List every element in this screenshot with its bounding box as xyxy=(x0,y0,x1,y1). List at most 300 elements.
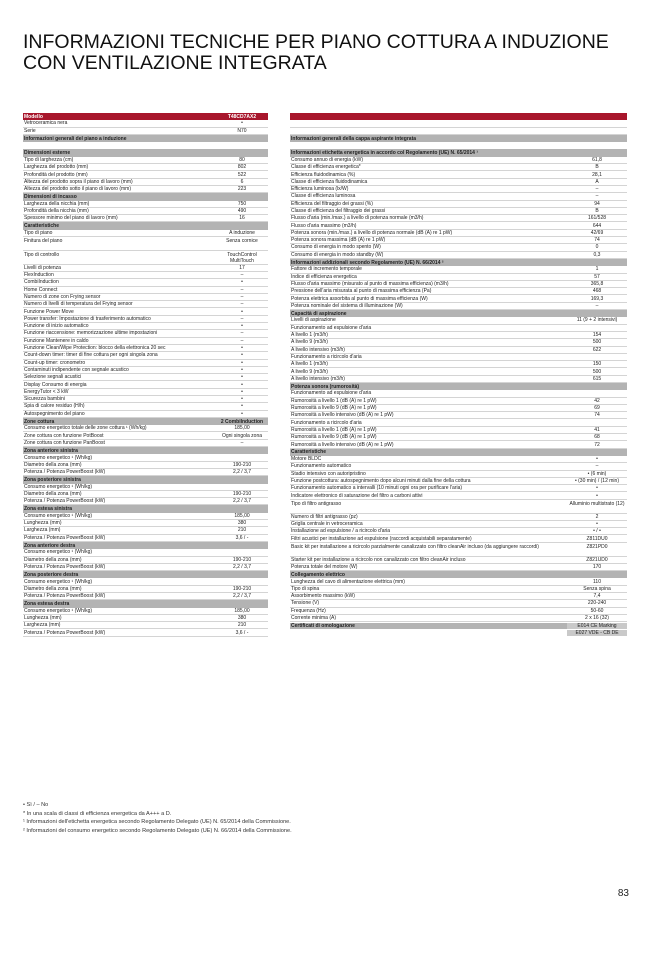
spec-row xyxy=(23,615,268,622)
spec-value: 0,3 xyxy=(593,251,601,258)
spec-row xyxy=(23,396,268,403)
spec-label: Funzione Clean/Wipe Protection: blocco della elettronica 20 sec xyxy=(24,345,166,352)
spec-label: Profondità del prodotto (mm) xyxy=(24,171,88,178)
spec-label: Contaminuti indipendente con segnale acustico xyxy=(24,366,129,373)
spec-row xyxy=(23,120,268,127)
spec-label: Zona anteriore destra xyxy=(24,542,76,549)
spec-row xyxy=(23,535,268,542)
spec-row xyxy=(23,403,268,410)
spec-label: Consumo energetico ¹ (Wh/kg) xyxy=(24,512,93,519)
spec-label: Potenza / Potenza PowerBoost (kW) xyxy=(24,469,106,476)
spec-row xyxy=(290,339,627,346)
spec-value: 2,2 / 3,7 xyxy=(232,563,252,570)
spec-label: Serie xyxy=(24,127,36,134)
spec-row xyxy=(23,629,268,636)
spec-row xyxy=(290,193,627,200)
spec-label: Vetroceramica nera xyxy=(24,120,68,127)
spec-row xyxy=(23,513,268,520)
title-line-2: CON VENTILAZIONE INTEGRATA xyxy=(23,52,327,74)
spec-row xyxy=(290,600,627,607)
spec-row xyxy=(23,272,268,279)
spec-row xyxy=(23,527,268,534)
spec-label: Corrente minima (A) xyxy=(291,615,337,622)
spec-value: 490 xyxy=(237,208,247,214)
spec-row xyxy=(23,374,268,381)
spec-value: Z821PD0 xyxy=(586,543,608,550)
spec-value: – xyxy=(595,463,599,470)
spec-label: Zone cottura con funzione PotBoost xyxy=(24,432,104,439)
spec-label: Capacità di aspirazione xyxy=(291,310,347,317)
spec-label: A livello 1 (m3/h) xyxy=(291,361,328,368)
spec-row xyxy=(290,557,627,564)
spec-row xyxy=(23,432,268,439)
spec-label: Altezza del prodotto sotto il piano di lavoro (mm) xyxy=(24,186,131,193)
spec-value: Z821UD0 xyxy=(586,556,608,563)
spec-row xyxy=(23,323,268,330)
spec-value: 615 xyxy=(592,375,602,382)
spec-row xyxy=(23,265,268,272)
spec-row xyxy=(290,405,627,412)
spec-row xyxy=(23,279,268,286)
spec-row xyxy=(23,186,268,193)
spec-value: • / • xyxy=(593,528,601,535)
spec-label: A livello intensivo (m3/h) xyxy=(291,346,345,353)
spec-label: Zona anteriore sinistra xyxy=(24,447,78,454)
spec-value: • xyxy=(241,381,243,388)
footnote: ² Informazioni del consumo energetico secondo Regolamento Delegato (UE) N. 66/2014 della Commissione. xyxy=(23,827,292,834)
spec-row xyxy=(23,251,268,265)
spec-row xyxy=(290,179,627,186)
spec-label: Tensione (V) xyxy=(291,600,320,607)
page-title xyxy=(23,32,609,74)
spec-row xyxy=(23,469,268,476)
spec-value: 42/69 xyxy=(590,229,604,236)
spec-value: 644 xyxy=(592,222,602,229)
spec-label: Potenza / Potenza PowerBoost (kW) xyxy=(24,534,106,541)
spec-label: Assorbimento massimo (kW) xyxy=(291,593,355,600)
spec-row xyxy=(23,367,268,374)
spec-label: Classe di efficienza energetica* xyxy=(291,164,361,171)
spec-label: Efficienza fluidodinamica (%) xyxy=(291,171,356,178)
spec-row xyxy=(23,586,268,593)
section-header-row xyxy=(23,571,268,578)
spec-row xyxy=(23,360,268,367)
spec-label: Classe di efficienza fluidodinamica xyxy=(291,178,368,185)
section-header-row xyxy=(23,222,268,229)
spec-label: Profondità della nicchia (mm) xyxy=(24,208,89,214)
spec-label: Griglia centrale in vetroceramica xyxy=(291,520,363,527)
spec-value: 11 (9 + 2 intensivi) xyxy=(576,317,618,324)
spec-value: • xyxy=(241,396,243,403)
spec-value: 169,3 xyxy=(590,295,604,302)
spec-value: N70 xyxy=(237,127,247,134)
spec-row xyxy=(290,427,627,434)
spec-label: Certificati di omologazione xyxy=(290,623,567,629)
spec-row xyxy=(290,274,627,281)
section-header-row xyxy=(23,476,268,483)
spec-value: • (30 min) / (12 min) xyxy=(575,477,619,484)
spec-label: Funzionamento automatico xyxy=(291,463,352,470)
spec-row xyxy=(290,535,627,542)
spec-value: B xyxy=(595,208,599,214)
spec-label: Consumo energetico totale delle zone cottura ¹ (Wh/kg) xyxy=(24,425,147,432)
spec-label: EnergyTutor < 3 kW xyxy=(24,388,69,395)
spec-row xyxy=(290,230,627,237)
spec-row xyxy=(290,186,627,193)
footnotes xyxy=(23,801,292,835)
spec-value: 2 CombiInduction xyxy=(220,418,264,425)
spec-value: • xyxy=(241,403,243,410)
spec-value: 42 xyxy=(594,397,600,404)
spec-label: Dimensioni esterne xyxy=(24,150,71,157)
spec-value: 802 xyxy=(237,164,247,171)
spec-label: Tipo di larghezza (cm) xyxy=(24,156,74,163)
section-header-row xyxy=(23,135,268,142)
spec-label: Numero di livelli di temperatura del Frying sensor xyxy=(24,301,133,308)
spec-label: Potenza sonora (min./max.) a livello di potenza normale (dB (A) re 1 pW) xyxy=(291,229,453,236)
spec-label: Frequenza (Hz) xyxy=(291,607,326,614)
spec-label: FlexInduction xyxy=(24,272,54,279)
spec-value: 210 xyxy=(237,622,247,629)
spec-label: Home Connect xyxy=(24,286,58,293)
section-header-row xyxy=(23,600,268,607)
spec-value: • xyxy=(596,492,598,499)
spec-value: 190-210 xyxy=(232,490,252,497)
spec-label: Rumorosità a livello 9 (dB (A) re 1 pW) xyxy=(291,434,377,441)
spec-value: 185,00 xyxy=(234,607,250,614)
spec-value: 190-210 xyxy=(232,585,252,592)
spec-value: • xyxy=(241,308,243,315)
spec-value: • xyxy=(596,456,598,463)
spec-value: – xyxy=(595,193,599,200)
spec-row xyxy=(290,471,627,478)
spec-value: 161/528 xyxy=(587,215,607,222)
spec-label: Funzione Mantenere in caldo xyxy=(24,337,89,344)
footnote: ¹ Informazioni dell'etichetta energetica secondo Regolamento Delegato (UE) N. 65/2014 della Commissione. xyxy=(23,819,291,825)
spec-row xyxy=(290,120,627,127)
spec-label: A livello 9 (m3/h) xyxy=(291,368,328,375)
section-header-row xyxy=(290,571,627,578)
spec-row xyxy=(23,352,268,359)
spec-row xyxy=(290,142,627,149)
spec-label: Consumo energetico ¹ (Wh/kg) xyxy=(24,607,93,614)
spec-label: Consumo annuo di energia (kW) xyxy=(291,156,363,163)
spec-value: 185,00 xyxy=(234,512,250,519)
spec-value: Senza spina xyxy=(583,585,611,592)
spec-row xyxy=(290,564,627,571)
spec-value: • (6 min) xyxy=(587,470,607,477)
spec-label: Zona posteriore destra xyxy=(24,571,79,578)
spec-label: Lunghezza (mm) xyxy=(24,615,62,622)
spec-value: – xyxy=(240,272,244,279)
spec-value: 365,8 xyxy=(590,280,604,287)
spec-row xyxy=(290,441,627,448)
spec-row xyxy=(290,222,627,229)
spec-label: Zona estesa destra xyxy=(24,600,70,607)
spec-value: 74 xyxy=(594,237,600,244)
spec-row xyxy=(290,237,627,244)
spec-row xyxy=(290,325,627,332)
spec-label: Funzione Power Move xyxy=(24,308,74,315)
spec-label: Potenza / Potenza PowerBoost (kW) xyxy=(24,563,106,570)
spec-row xyxy=(23,498,268,505)
spec-row xyxy=(23,330,268,337)
section-header-row xyxy=(290,629,627,636)
spec-row xyxy=(290,478,627,485)
spec-value: • xyxy=(241,352,243,359)
spec-row xyxy=(290,128,627,135)
spec-value: – xyxy=(595,186,599,193)
spec-value: 110 xyxy=(593,578,601,585)
spec-value: • xyxy=(241,279,243,286)
spec-label: Caratteristiche xyxy=(24,223,60,230)
spec-label: Stadio intensivo con autoripristino xyxy=(291,470,366,477)
spec-value: B xyxy=(595,164,599,171)
spec-value: • xyxy=(596,520,598,527)
spec-row xyxy=(23,157,268,164)
spec-row xyxy=(290,164,627,171)
spec-label: Consumo energetico ¹ (Wh/kg) xyxy=(24,549,93,556)
spec-label: Display Consumo di energia xyxy=(24,381,87,388)
spec-value: 170 xyxy=(592,563,602,570)
spec-value: Z811DU0 xyxy=(586,535,608,542)
spec-row xyxy=(290,244,627,251)
spec-label: Rumorosità a livello 1 (dB (A) re 1 pW) xyxy=(291,397,377,404)
spec-value: • xyxy=(241,374,243,381)
spec-row xyxy=(23,208,268,215)
spec-value: T48CD7AX2 xyxy=(227,113,257,120)
spec-row xyxy=(290,295,627,302)
spec-row xyxy=(23,593,268,600)
section-header-row xyxy=(23,542,268,549)
spec-row xyxy=(23,608,268,615)
spec-label: Informazioni addizionali secondo Regolamento (UE) N. 66/2014 ² xyxy=(291,259,444,266)
section-header-row xyxy=(23,149,268,156)
spec-label: Rumorosità a livello intensivo (dB (A) re 1 pW) xyxy=(291,441,394,448)
section-header-row xyxy=(23,193,268,200)
spec-value: 16 xyxy=(239,215,245,222)
spec-label: Indice di efficienza energetica xyxy=(291,273,357,280)
spec-value: A xyxy=(595,178,599,185)
spec-row xyxy=(23,308,268,315)
spec-value: 380 xyxy=(237,520,247,527)
spec-row xyxy=(290,157,627,164)
spec-value: • xyxy=(241,120,243,127)
spec-label: Caratteristiche xyxy=(291,449,327,456)
spec-value: – xyxy=(240,286,244,293)
spec-label: Diametro della zona (mm) xyxy=(24,461,82,468)
spec-value: 3,6 / - xyxy=(235,534,249,541)
spec-label: Potenza / Potenza PowerBoost (kW) xyxy=(24,629,106,636)
spec-label: Consumo di energia in modo spento (W) xyxy=(291,244,381,251)
spec-label: Larghezza (mm) xyxy=(24,622,61,629)
spec-row xyxy=(23,484,268,491)
spec-row xyxy=(23,201,268,208)
spec-value: 220-240 xyxy=(587,600,607,607)
spec-label: Diametro della zona (mm) xyxy=(24,556,82,563)
spec-value: 522 xyxy=(237,171,247,178)
spec-row xyxy=(290,171,627,178)
spec-label: Informazioni etichetta energetica in accordo col Regolamento (UE) N. 65/2014 ¹ xyxy=(291,150,478,157)
spec-label: Potenza elettrica assorbita al punto di massima efficienza (W) xyxy=(291,295,428,302)
spec-value: 223 xyxy=(237,186,247,193)
spec-label: Numero di zone con Frying sensor xyxy=(24,293,101,300)
spec-label: Classe di efficienza luminosa xyxy=(291,193,356,200)
page-number: 83 xyxy=(617,888,629,899)
spec-row xyxy=(23,294,268,301)
spec-label: Rumorosità a livello 9 (dB (A) re 1 pW) xyxy=(291,405,377,412)
spec-value: 6 xyxy=(240,178,244,185)
spec-row xyxy=(23,237,268,251)
spec-row xyxy=(290,398,627,405)
spec-label: Funzionamento ad espulsione d'aria xyxy=(291,390,372,397)
spec-value: 3,6 / - xyxy=(235,629,249,636)
spec-label: Larghezza (mm) xyxy=(24,527,61,534)
spec-row xyxy=(23,128,268,135)
section-header-row xyxy=(23,447,268,454)
spec-row xyxy=(290,288,627,295)
spec-row xyxy=(290,412,627,419)
spec-row xyxy=(23,338,268,345)
spec-label: Rumorosità a livello 1 (dB (A) re 1 pW) xyxy=(291,426,377,433)
spec-row xyxy=(23,520,268,527)
spec-label: Pressione dell'aria misurata al punto di massima efficienza (Pa) xyxy=(291,288,432,295)
spec-label: Filtri acustici per installazione ad espulsione (raccordi acquistabili separatamente) xyxy=(291,535,472,542)
spec-row xyxy=(23,578,268,585)
spec-row xyxy=(23,164,268,171)
spec-label: Autospegnimento del piano xyxy=(24,410,85,417)
section-header-row xyxy=(23,505,268,512)
spec-label: Numero di filtri antigrasso (pz) xyxy=(291,513,358,520)
spec-value: • xyxy=(241,345,243,352)
spec-label: Collegamento elettrico xyxy=(291,571,345,578)
spec-label: Potenza sonora massima (dB (A) re 1 pW) xyxy=(291,237,386,244)
spec-label: Altezza del prodotto sopra il piano di lavoro (mm) xyxy=(24,178,133,185)
spec-label: Power transfer: Impostazione di trasferimento automatico xyxy=(24,315,151,322)
spec-label: A livello 1 (m3/h) xyxy=(291,332,328,339)
spec-value: TouchControl MultiTouch xyxy=(227,251,257,264)
spec-label: Spia di calore residuo (H/h) xyxy=(24,403,85,410)
spec-value: – xyxy=(240,315,244,322)
section-header-row xyxy=(290,113,627,120)
section-header-row xyxy=(23,418,268,425)
spec-row xyxy=(290,208,627,215)
spec-label: Zona posteriore sinistra xyxy=(24,476,81,483)
spec-row xyxy=(290,354,627,361)
section-header-row xyxy=(23,113,268,120)
spec-row xyxy=(23,381,268,388)
spec-row xyxy=(290,361,627,368)
spec-row xyxy=(23,440,268,447)
spec-value: E014 CE Marking xyxy=(567,623,627,629)
spec-value: Alluminio multistrato (12) xyxy=(569,500,625,507)
spec-label: Potenza sonora (rumorosità) xyxy=(291,383,360,390)
spec-value: 190-210 xyxy=(232,461,252,468)
spec-label: Lunghezza (mm) xyxy=(24,520,62,527)
spec-row xyxy=(290,317,627,324)
spec-label: Funzionamento automatico a intervalli (10 minuti ogni ora per purificare l'aria) xyxy=(291,485,463,492)
title-line-1: INFORMAZIONI TECNICHE PER PIANO COTTURA A INDUZIONE xyxy=(23,31,609,53)
spec-label: Livelli di aspirazione xyxy=(291,317,336,324)
spec-value: – xyxy=(240,293,244,300)
spec-label: Rumorosità a livello intensivo (dB (A) re 1 pW) xyxy=(291,412,394,419)
spec-value: • xyxy=(241,388,243,395)
spec-value: 2 x 16 (32) xyxy=(585,615,609,622)
spec-label: Funzionamento ad espulsione d'aria xyxy=(291,324,372,331)
spec-row xyxy=(290,514,627,521)
spec-label: Indicatore elettronico di saturazione del filtro a carboni attivi xyxy=(291,492,423,499)
spec-row xyxy=(23,287,268,294)
spec-value: – xyxy=(240,337,244,344)
spec-value: Senza cornice xyxy=(226,238,258,245)
spec-value: 69 xyxy=(594,405,600,412)
spec-row xyxy=(23,171,268,178)
spec-label: Livelli di potenza xyxy=(24,264,61,271)
spec-value: – xyxy=(595,302,599,309)
spec-label: Count-up timer: cronometro xyxy=(24,359,86,366)
spec-value: 68 xyxy=(594,434,600,441)
spec-row xyxy=(23,411,268,418)
spec-row xyxy=(23,622,268,629)
hob-specs-table xyxy=(23,113,268,795)
spec-row xyxy=(290,608,627,615)
spec-value: • xyxy=(241,366,243,373)
spec-label: Tipo di spina xyxy=(291,585,320,592)
spec-label: Potenza / Potenza PowerBoost (kW) xyxy=(24,498,106,505)
spec-label: Starter kit per installazione a ricircolo non canalizzato con filtro cleanAir incluso xyxy=(291,556,466,563)
spec-label: Flusso d'aria massimo (misurato al punto di massima efficienza) (m3/h) xyxy=(291,280,449,287)
spec-label: Tipo di piano xyxy=(24,229,53,236)
section-header-row xyxy=(290,310,627,317)
spec-label: Zone cottura xyxy=(24,418,55,425)
spec-label: Diametro della zona (mm) xyxy=(24,490,82,497)
spec-label: Potenza totale del motore (W) xyxy=(291,563,358,570)
section-header-row xyxy=(290,149,627,156)
spec-label: Dimensioni di incasso xyxy=(24,193,77,200)
spec-value: 210 xyxy=(237,527,247,534)
spec-label: Potenza nominale del sistema di illuminazione (W) xyxy=(291,302,403,309)
spec-label: Informazioni generali della cappa aspirante integrata xyxy=(291,135,417,142)
spec-row xyxy=(290,390,627,397)
spec-row xyxy=(23,142,268,149)
spec-row xyxy=(290,615,627,622)
spec-label: Efficienza del filtraggio dei grassi (%) xyxy=(291,200,373,207)
spec-row xyxy=(290,456,627,463)
spec-label: A livello 9 (m3/h) xyxy=(291,339,328,346)
spec-label: Zona estesa sinistra xyxy=(24,506,73,513)
spec-label: Selezione segnali acustici xyxy=(24,374,82,381)
spec-label: Installazione ad espulsione / a ricircolo d'aria xyxy=(291,528,391,535)
spec-value: 61,8 xyxy=(592,156,602,163)
spec-row xyxy=(23,215,268,222)
spec-row xyxy=(23,557,268,564)
spec-label: Diametro della zona (mm) xyxy=(24,585,82,592)
spec-value: • xyxy=(241,410,243,417)
section-header-row xyxy=(290,449,627,456)
spec-row xyxy=(23,345,268,352)
spec-label: Tipo di controllo xyxy=(24,251,60,258)
spec-value: 57 xyxy=(594,273,600,280)
spec-row xyxy=(290,543,627,557)
spec-value: 0 xyxy=(595,244,599,251)
spec-value: 41 xyxy=(594,426,600,433)
spec-label: Basic kit per installazione a ricircolo parzialmente canalizzato con filtro cleanAir incluso (da aggiungere raccordi) xyxy=(291,543,539,550)
footnote: • Sì / – No xyxy=(23,802,49,808)
spec-label: Fattore di incremento temporale xyxy=(291,266,362,273)
spec-label: Tipo di filtro antigrasso xyxy=(291,500,342,507)
spec-label: Spessore minimo del piano di lavoro (mm) xyxy=(24,215,118,222)
spec-label: Funzione postcottura: autospegnimento dopo alcuni minuti dalla fine della cottura xyxy=(291,477,471,484)
